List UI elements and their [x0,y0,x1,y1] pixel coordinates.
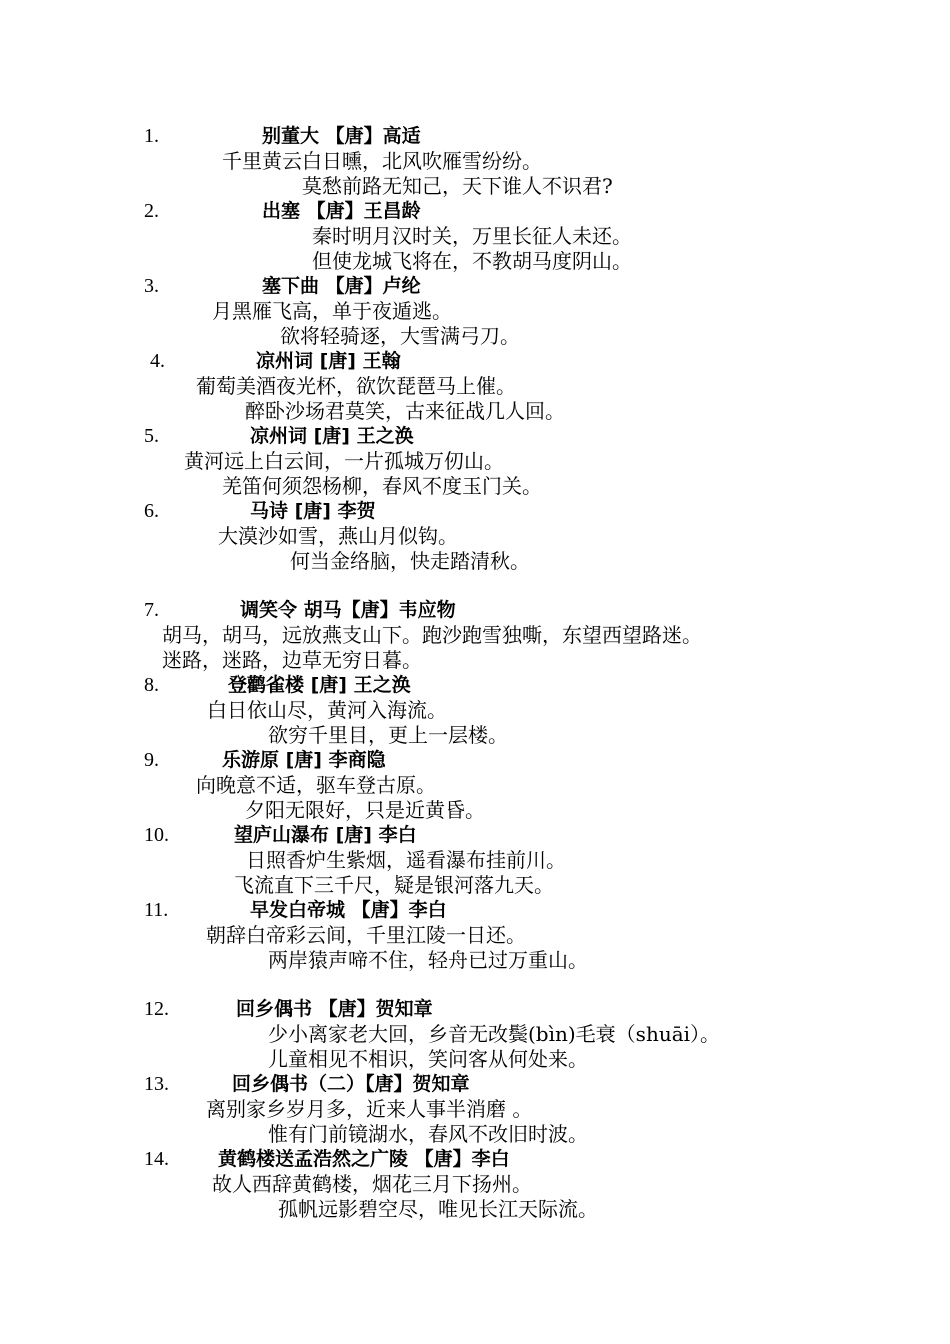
poem-title: 早发白帝城 【唐】李白 [250,899,447,921]
poem-line: 羌笛何须怨杨柳，春风不度玉门关。 [222,474,542,498]
poem-line: 但使龙城飞将在，不教胡马度阴山。 [312,249,632,273]
poem-number: 2. [144,200,159,222]
poem-line: 故人西辞黄鹤楼，烟花三月下扬州。 [212,1172,532,1196]
poem-line: 夕阳无限好，只是近黄昏。 [245,798,485,822]
poem-title: 乐游原 [唐] 李商隐 [222,749,386,771]
poem-title: 登鹳雀楼 [唐] 王之涣 [228,674,411,696]
poem-number: 6. [144,500,159,522]
poem-number: 10. [144,824,169,846]
poem-line: 儿童相见不相识，笑问客从何处来。 [268,1047,588,1071]
poem-number: 13. [144,1073,169,1095]
poem-line: 胡马，胡马，远放燕支山下。跑沙跑雪独嘶，东望西望路迷。 [162,623,702,647]
poem-title: 回乡偶书 【唐】贺知章 [236,998,433,1020]
poem-line: 莫愁前路无知己，天下谁人不识君? [302,174,613,198]
poem-line: 惟有门前镜湖水，春风不改旧时波。 [268,1122,588,1146]
poem-line: 少小离家老大回，乡音无改鬓(bìn)毛衰（shuāi）。 [268,1022,721,1046]
poem-title: 出塞 【唐】王昌龄 [262,200,421,222]
poem-number: 3. [144,275,159,297]
poem-line: 何当金络脑，快走踏清秋。 [290,549,530,573]
poem-line: 黄河远上白云间，一片孤城万仞山。 [184,449,504,473]
poem-title: 凉州词 [唐] 王之涣 [250,425,414,447]
poem-line: 飞流直下三千尺，疑是银河落九天。 [234,873,554,897]
poem-line: 日照香炉生紫烟，遥看瀑布挂前川。 [246,848,566,872]
poem-line: 两岸猿声啼不住，轻舟已过万重山。 [268,948,588,972]
poem-title: 塞下曲 【唐】卢纶 [262,275,421,297]
poem-number: 7. [144,599,159,621]
poem-number: 1. [144,125,159,147]
poem-number: 12. [144,998,169,1020]
poem-line: 秦时明月汉时关，万里长征人未还。 [312,224,632,248]
poem-title: 回乡偶书（二）【唐】贺知章 [232,1073,470,1095]
poem-number: 4. [150,350,165,372]
poem-number: 9. [144,749,159,771]
poem-line: 葡萄美酒夜光杯，欲饮琵琶马上催。 [196,374,516,398]
poem-number: 14. [144,1148,169,1170]
poem-number: 5. [144,425,159,447]
poem-line: 迷路，迷路，边草无穷日暮。 [162,648,422,672]
poem-title: 马诗 [唐] 李贺 [250,500,376,522]
poem-title: 望庐山瀑布 [唐] 李白 [234,824,417,846]
poem-line: 千里黄云白日曛，北风吹雁雪纷纷。 [222,149,542,173]
poem-line: 离别家乡岁月多，近来人事半消磨 。 [206,1097,533,1121]
poem-number: 8. [144,674,159,696]
poem-line: 欲穷千里目，更上一层楼。 [268,723,508,747]
poem-line: 向晚意不适，驱车登古原。 [196,773,436,797]
poem-line: 大漠沙如雪，燕山月似钩。 [218,524,458,548]
poem-number: 11. [144,899,169,921]
poem-line: 白日依山尽，黄河入海流。 [207,698,447,722]
poem-title: 调笑令 胡马【唐】韦应物 [240,599,456,621]
poem-line: 孤帆远影碧空尽，唯见长江天际流。 [278,1197,598,1221]
poem-line: 朝辞白帝彩云间，千里江陵一日还。 [206,923,526,947]
poem-line: 欲将轻骑逐，大雪满弓刀。 [280,324,520,348]
poem-line: 月黑雁飞高，单于夜遁逃。 [212,299,452,323]
poem-title: 别董大 【唐】高适 [262,125,421,147]
poem-title: 凉州词 [唐] 王翰 [256,350,401,372]
poem-title: 黄鹤楼送孟浩然之广陵 【唐】李白 [218,1148,510,1170]
poem-line: 醉卧沙场君莫笑，古来征战几人回。 [245,399,565,423]
